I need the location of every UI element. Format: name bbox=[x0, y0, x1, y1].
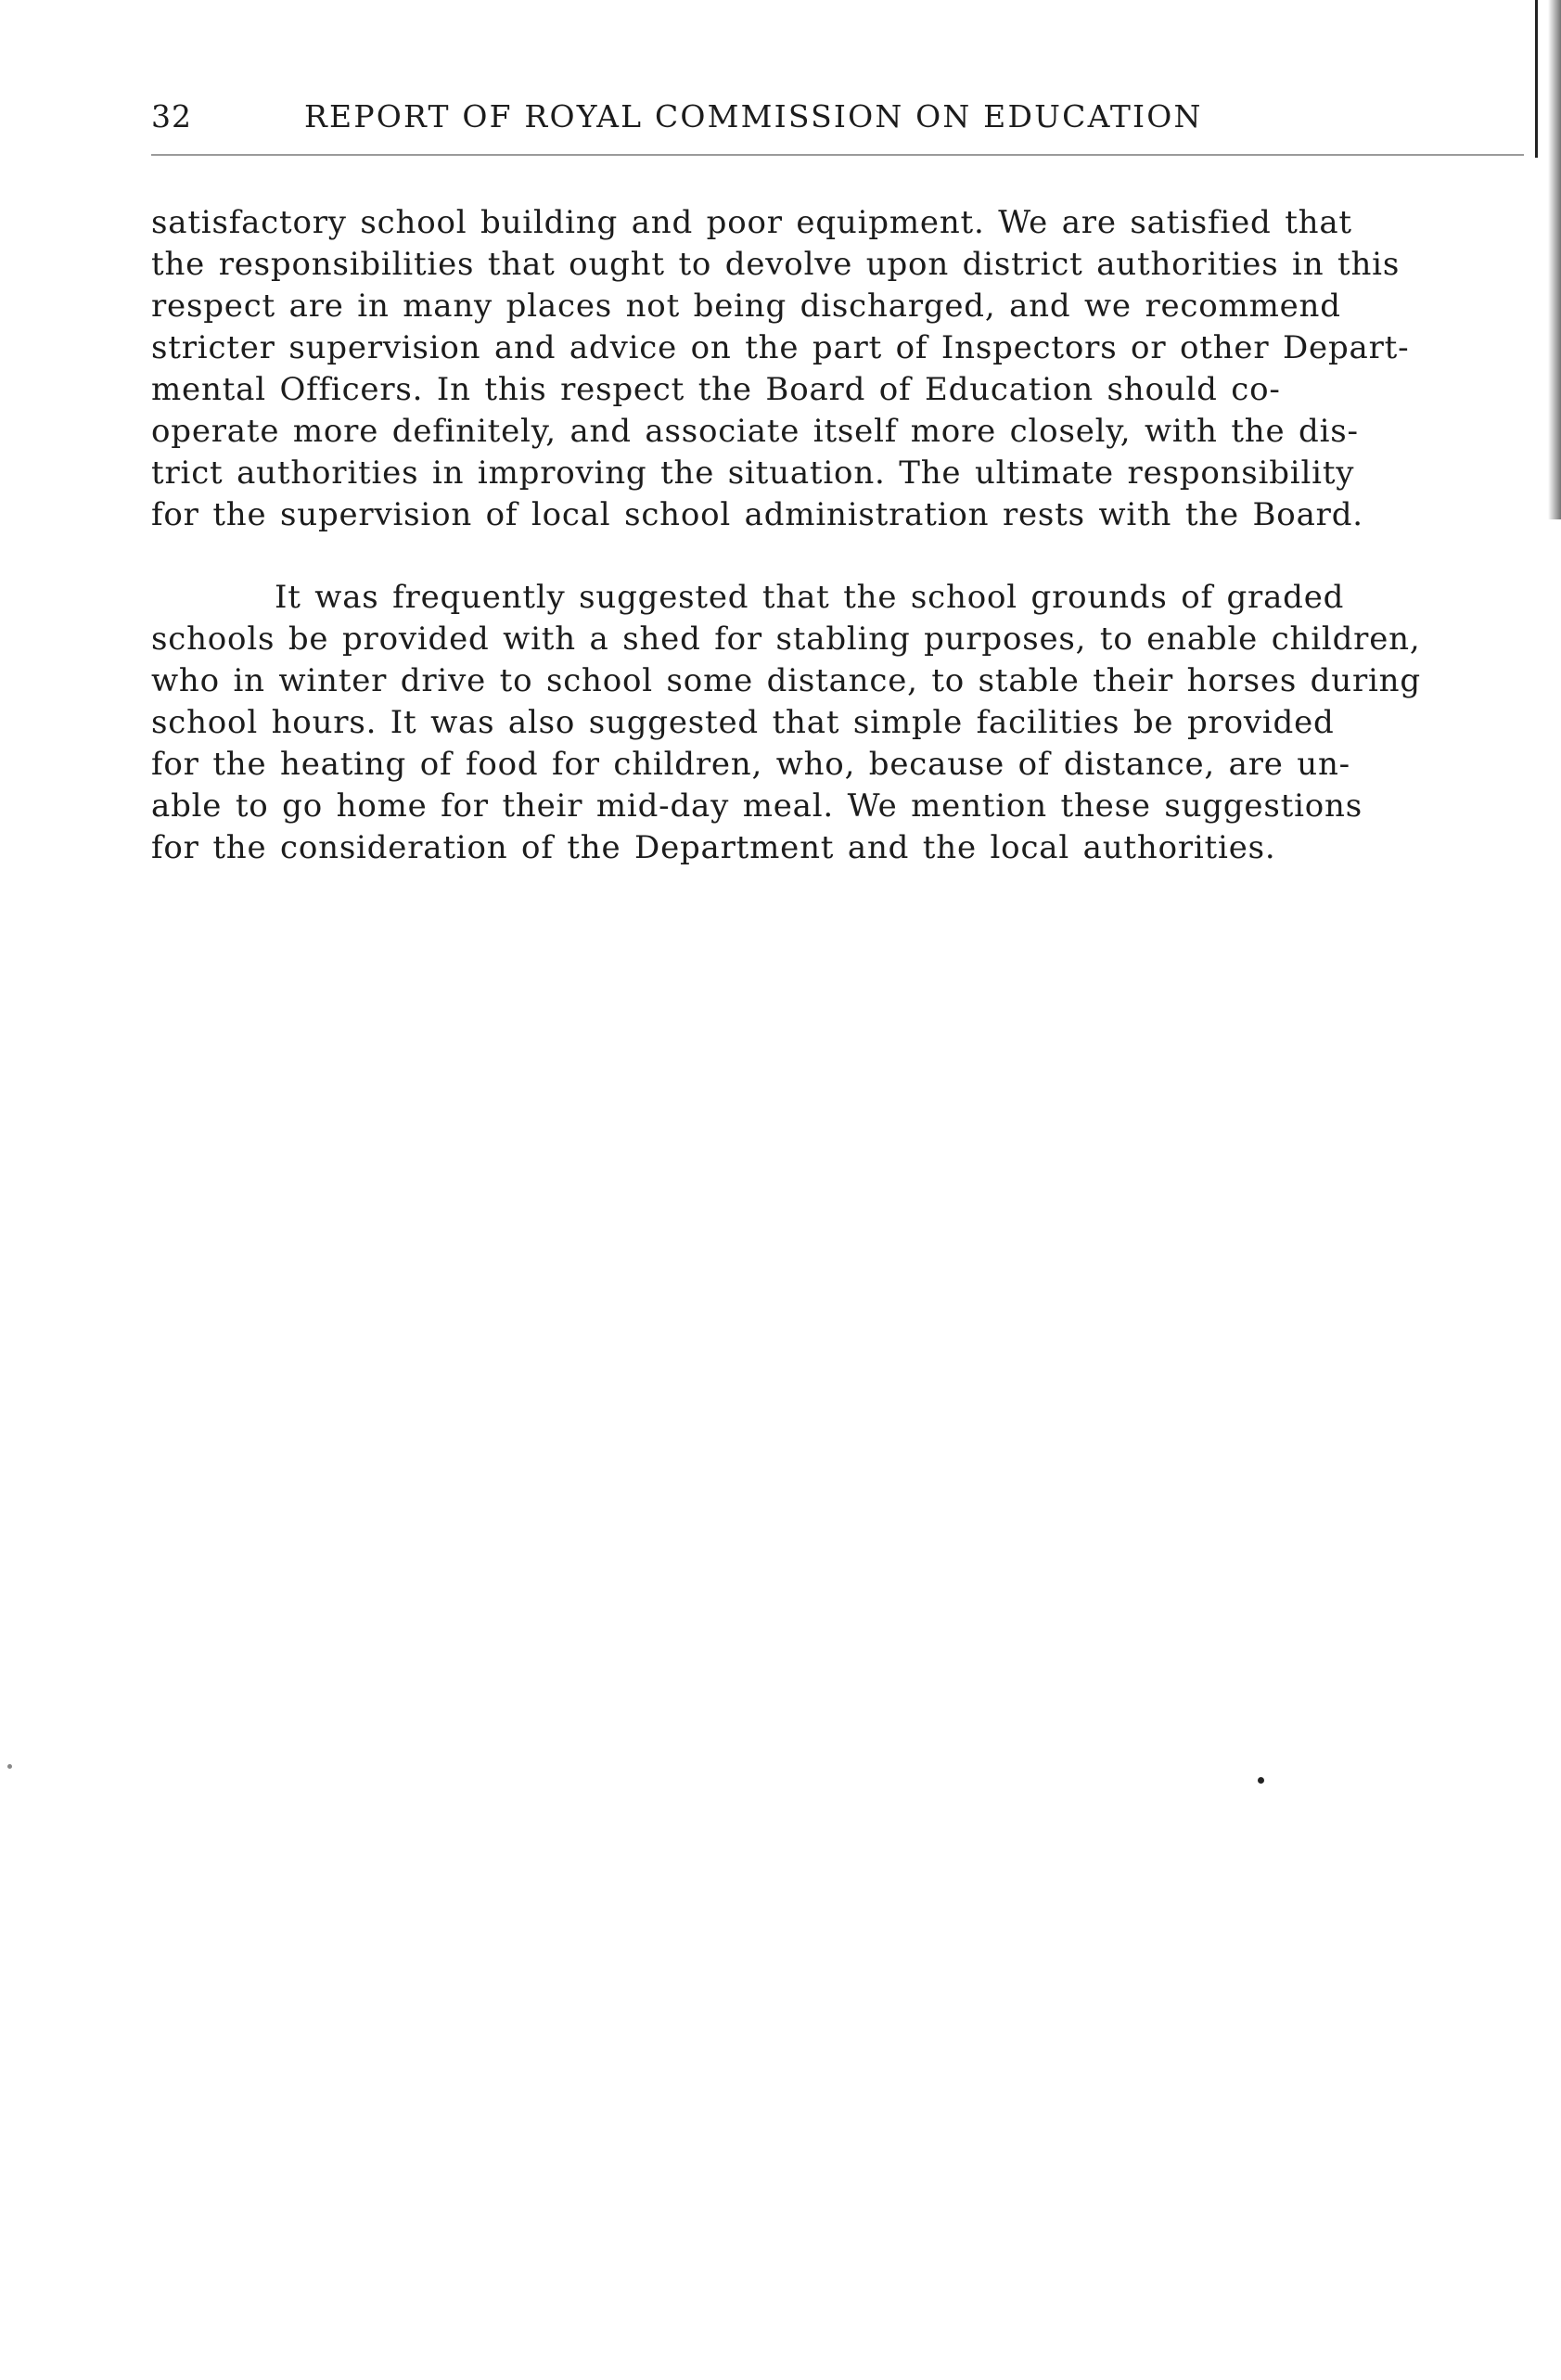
text-line: who in winter drive to school some distance, to stable their horses during bbox=[151, 662, 1421, 699]
text-line: mental Officers. In this respect the Board of Education should co- bbox=[151, 371, 1281, 408]
text-line: respect are in many places not being discharged, and we recommend bbox=[151, 288, 1341, 325]
text-line: It was frequently suggested that the school grounds of graded bbox=[275, 579, 1345, 616]
ink-speck bbox=[1258, 1777, 1264, 1784]
paragraph-2 bbox=[151, 577, 1538, 869]
body-text bbox=[151, 202, 1538, 869]
text-line: for the supervision of local school administration rests with the Board. bbox=[151, 496, 1363, 533]
text-line: for the heating of food for children, who, because of distance, are un- bbox=[151, 746, 1350, 783]
paragraph-1 bbox=[151, 202, 1538, 536]
text-line: school hours. It was also suggested that simple facilities be provided bbox=[151, 704, 1335, 741]
scan-edge-line bbox=[1535, 0, 1538, 158]
ink-speck bbox=[7, 1764, 12, 1769]
paragraph-spacing bbox=[151, 536, 1538, 577]
text-line: stricter supervision and advice on the part of Inspectors or other Depart- bbox=[151, 329, 1410, 366]
scan-edge-shadow bbox=[1548, 0, 1561, 519]
page-number: 32 bbox=[151, 98, 192, 134]
text-line: the responsibilities that ought to devolve upon district authorities in this bbox=[151, 246, 1401, 283]
text-line: trict authorities in improving the situation. The ultimate responsibility bbox=[151, 454, 1355, 492]
text-line: operate more definitely, and associate itself more closely, with the dis- bbox=[151, 413, 1359, 450]
text-line: satisfactory school building and poor equipment. We are satisfied that bbox=[151, 204, 1352, 241]
header-rule bbox=[151, 154, 1524, 156]
running-title: REPORT OF ROYAL COMMISSION ON EDUCATION bbox=[304, 98, 1203, 134]
text-line: schools be provided with a shed for stabling purposes, to enable children, bbox=[151, 621, 1421, 658]
text-line: for the consideration of the Department and the local authorities. bbox=[151, 829, 1276, 866]
page-header bbox=[151, 91, 1524, 150]
text-line: able to go home for their mid-day meal. We mention these suggestions bbox=[151, 787, 1363, 825]
